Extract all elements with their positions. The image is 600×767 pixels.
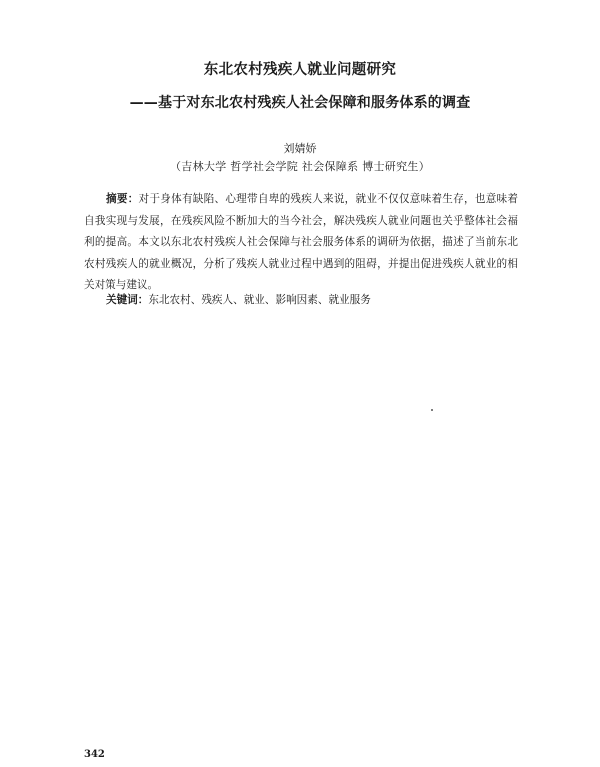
abstract-label: 摘要： <box>106 193 139 205</box>
page-number: 342 <box>84 749 105 760</box>
author-name: 刘婧娇 <box>283 142 317 155</box>
abstract-paragraph <box>84 189 518 297</box>
author-affiliation: （吉林大学 哲学社会学院 社会保障系 博士研究生） <box>170 160 430 173</box>
paper-subtitle: ——基于对东北农村残疾人社会保障和服务体系的调查 <box>129 95 471 111</box>
keywords-line <box>106 290 371 311</box>
abstract-text: 对于身体有缺陷、心理带自卑的残疾人来说，就业不仅仅意味着生存，也意味着自我实现与发展，在残疾风险不断加大的当今社会，解决残疾人就业问题也关乎整体社会福利的提高。本文以东北农村残疾人社会保障与社会服务体系的调研为依据，描述了当前东北农村残疾人的就业概况，分析了残疾人就业过程中遇到的阻碍，并提出促进残疾人就业的相关对策与建议。 <box>84 193 518 291</box>
scan-speck <box>431 409 433 411</box>
keywords-text: 东北农村、残疾人、就业、影响因素、就业服务 <box>148 294 371 306</box>
keywords-label: 关键词： <box>106 294 149 306</box>
paper-title: 东北农村残疾人就业问题研究 <box>203 62 397 78</box>
